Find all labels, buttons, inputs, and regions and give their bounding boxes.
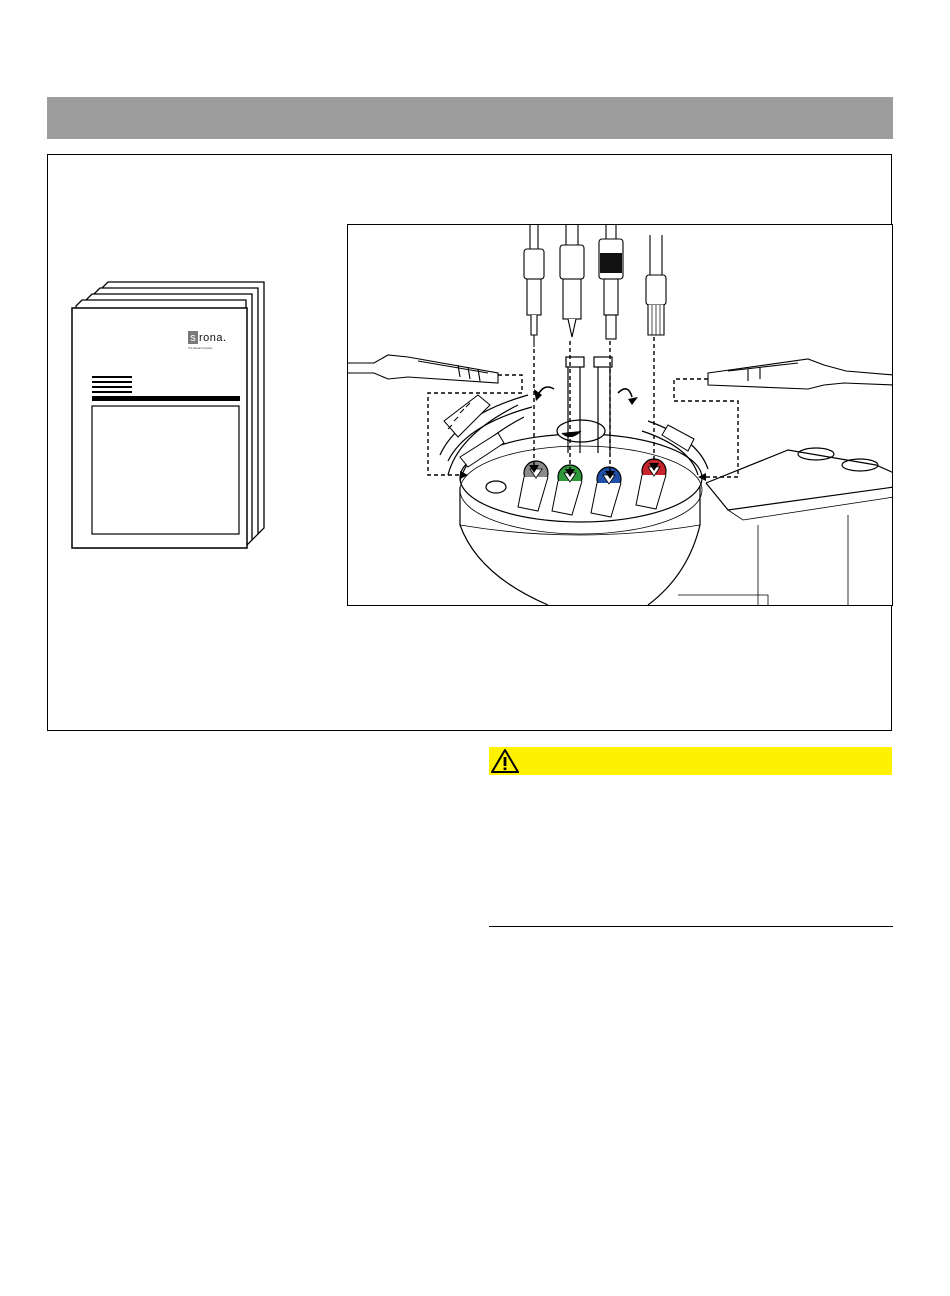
svg-text:s: s: [190, 332, 196, 344]
warning-caution-bar: [489, 747, 892, 775]
cover-picture-box: [92, 406, 239, 534]
operating-manual-illustration: [68, 278, 274, 554]
warning-section-divider: [489, 926, 893, 927]
svg-text:rona.: rona.: [199, 332, 227, 344]
instrument-connection-drawing: [348, 225, 893, 606]
warning-triangle-icon: [490, 748, 520, 774]
svg-text:The Dental Company: The Dental Company: [188, 347, 213, 350]
instrument-connection-illustration: [347, 224, 893, 606]
section-header-bar: [47, 97, 893, 139]
